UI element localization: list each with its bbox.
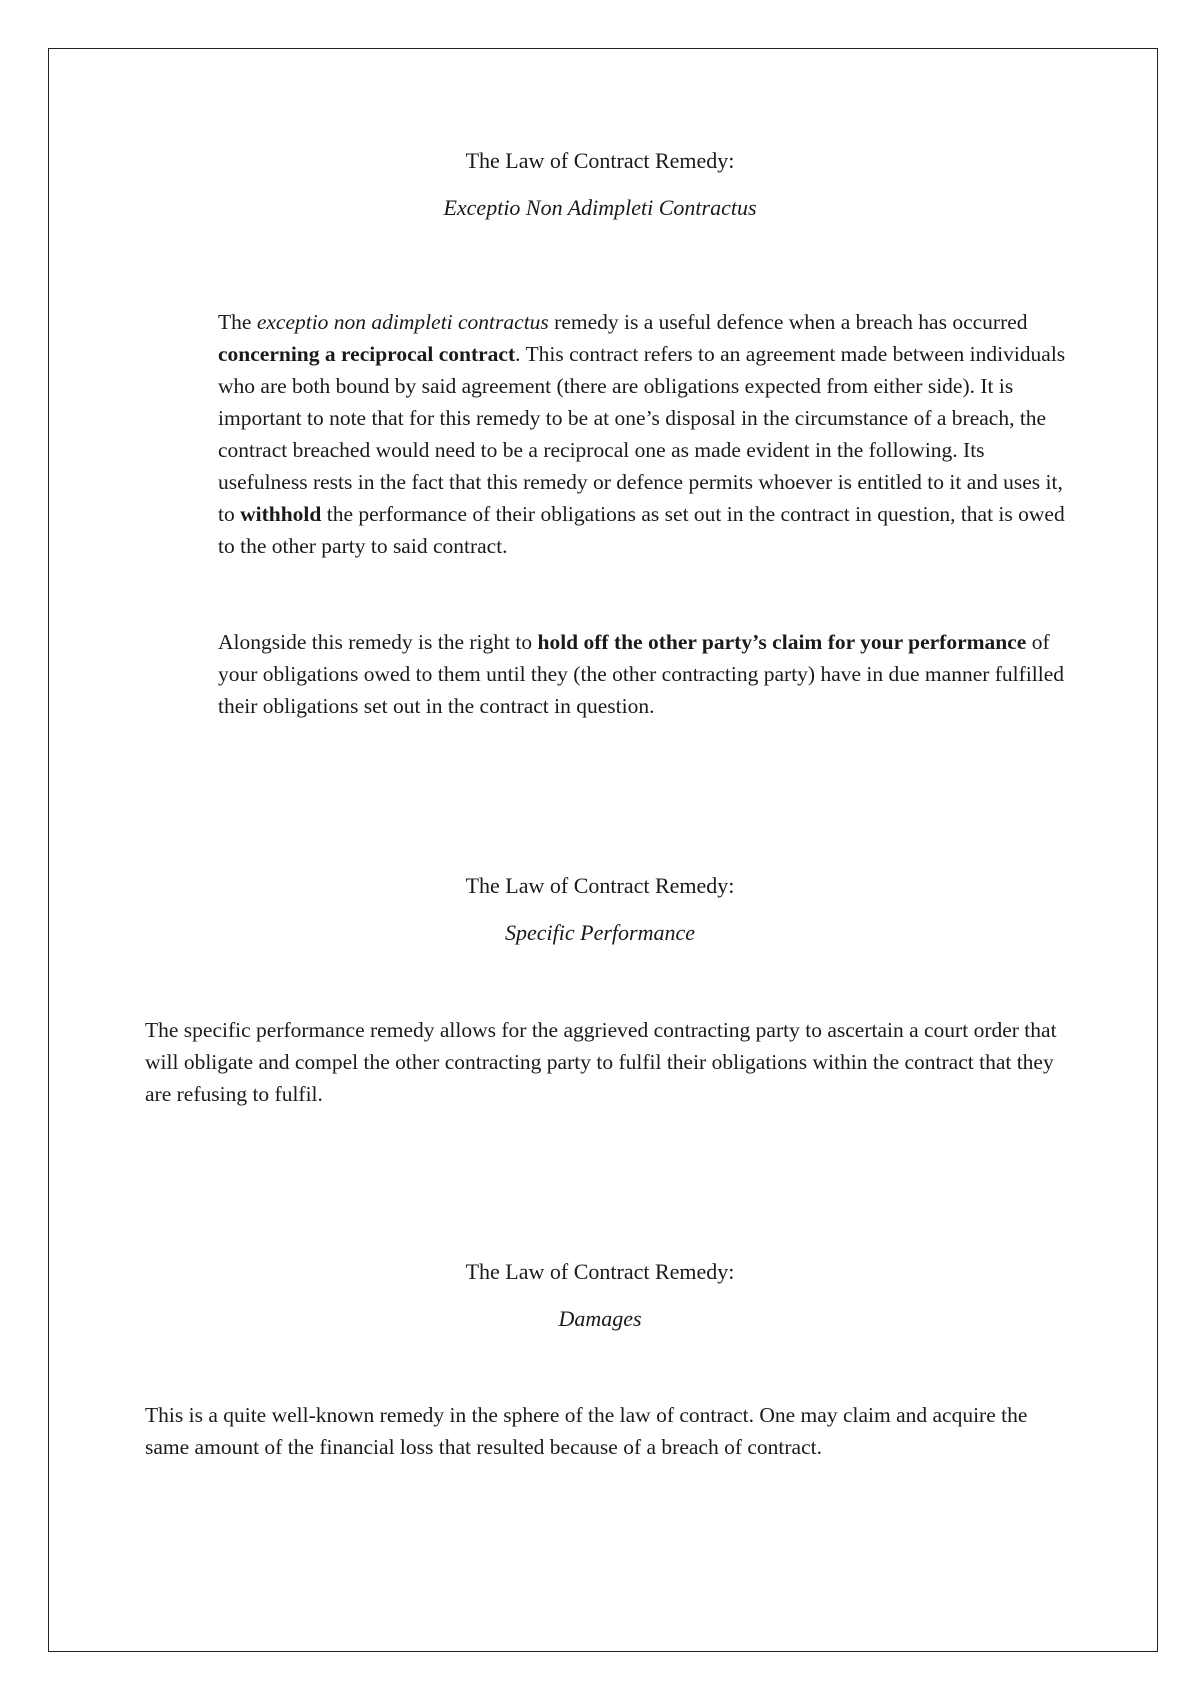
text-run-bold: concerning a reciprocal contract [218, 342, 516, 366]
text-run: The [218, 310, 257, 334]
text-run: The specific performance remedy allows for the aggrieved contracting party to ascertain a court order that will obligate and compel the other contracting party to fulfil their obligations within the contract that they are refusing to fulfil. [145, 1018, 1057, 1106]
section-1-heading: The Law of Contract Remedy: [465, 148, 735, 173]
text-run: This is a quite well-known remedy in the sphere of the law of contract. One may claim and acquire the same amount of the financial loss that resulted because of a breach of contract. [145, 1403, 1028, 1459]
text-run-bold: withhold [240, 502, 322, 526]
text-run: of your obligations owed to them until they (the other contracting party) have in due manner fulfilled their obligations set out in the contract in question. [218, 630, 1065, 718]
text-run: remedy is a useful defence when a breach has occurred [548, 310, 1028, 334]
section-1-paragraph-1 [218, 306, 1068, 562]
section-3-subheading: Damages [558, 1306, 642, 1331]
text-run: the performance of their obligations as set out in the contract in question, that is owed to the other party to said contract. [218, 502, 1065, 558]
text-run: Alongside this remedy is the right to [218, 630, 538, 654]
section-3-paragraph-1 [145, 1399, 1065, 1463]
text-run: . This contract refers to an agreement made between individuals who are both bound by said agreement (there are obligations expected from either side). It is important to note that for this remedy to be at one’s disposal in the circumstance of a breach, the contract breached would need to be a reciprocal one as made evident in the following. Its usefulness rests in the fact that this remedy or defence permits whoever is entitled to it and uses it, to [218, 342, 1066, 526]
section-2-heading: The Law of Contract Remedy: [465, 873, 735, 898]
section-3-heading: The Law of Contract Remedy: [465, 1259, 735, 1284]
section-1-paragraph-2 [218, 626, 1078, 722]
section-2-paragraph-1 [145, 1014, 1065, 1110]
text-run-bold: hold off the other party’s claim for your performance [537, 630, 1027, 654]
section-2-subheading: Specific Performance [505, 920, 695, 945]
text-run-italic: exceptio non adimpleti contractus [256, 310, 549, 334]
section-1-subheading: Exceptio Non Adimpleti Contractus [443, 195, 757, 220]
